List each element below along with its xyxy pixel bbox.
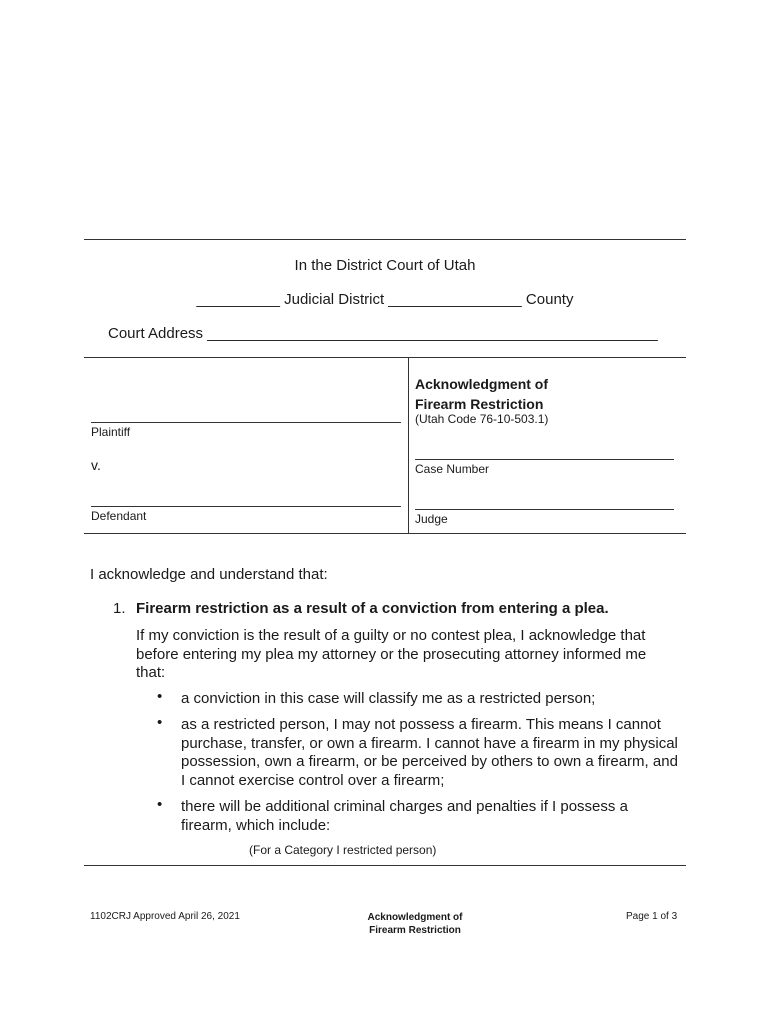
paragraph-line: that:	[136, 664, 166, 681]
plaintiff-label: Plaintiff	[91, 425, 131, 439]
bullet-item	[181, 798, 628, 835]
case-number-line	[415, 459, 674, 460]
judge-line	[415, 509, 674, 510]
parties-section	[84, 358, 409, 533]
bullet-item	[181, 690, 595, 709]
bullet-line: there will be additional criminal charges and penalties if I possess a	[181, 798, 628, 815]
bullet-dot: •	[157, 796, 163, 813]
form-title	[415, 374, 548, 414]
bullet-line: I cannot exercise control over a firearm;	[181, 771, 445, 789]
item-heading: Firearm restriction as a result of a conviction from entering a plea.	[136, 600, 609, 617]
statute-reference: (Utah Code 76-10-503.1)	[415, 412, 549, 426]
bullet-dot: •	[157, 714, 163, 731]
case-caption	[84, 358, 686, 533]
bullet-line: possession, own a firearm, or be perceived by others to own a firearm, and	[181, 753, 678, 770]
paragraph-line: before entering my plea my attorney or the prosecuting attorney informed me	[136, 645, 647, 663]
footer-rule	[84, 865, 686, 866]
paragraph-line: If my conviction is the result of a guilty or no contest plea, I acknowledge that	[136, 627, 646, 644]
caption-bottom-rule	[84, 533, 686, 534]
top-rule	[84, 239, 686, 240]
court-address-line: Court Address ______________________________________________________	[108, 325, 658, 342]
footer-page-number: Page 1 of 3	[626, 911, 678, 922]
defendant-label: Defendant	[91, 509, 147, 523]
form-title-line2: Firearm Restriction	[415, 396, 544, 412]
district-county-line: __________ Judicial District ________________ County	[196, 291, 574, 308]
footer-form-id: 1102CRJ Approved April 26, 2021	[90, 911, 240, 922]
footer-title	[320, 911, 510, 937]
item-number: 1.	[113, 600, 126, 617]
case-number-label: Case Number	[415, 462, 490, 476]
bullet-line: purchase, transfer, or own a firearm. I cannot have a firearm in my physical	[181, 734, 678, 752]
form-title-line1: Acknowledgment of	[415, 376, 549, 392]
footer-title-line1: Acknowledgment of	[367, 912, 463, 923]
bullet-line: a conviction in this case will classify me as a restricted person;	[181, 690, 596, 707]
bullet-line: as a restricted person, I may not possess a firearm. This means I cannot	[181, 716, 661, 733]
defendant-line	[91, 506, 401, 507]
bullet-item	[181, 716, 678, 790]
category-note: (For a Category I restricted person)	[249, 843, 437, 857]
bullet-line: firearm, which include:	[181, 816, 331, 834]
bullet-dot: •	[157, 688, 163, 705]
item-paragraph	[136, 627, 646, 683]
versus-label: v.	[91, 457, 101, 473]
judge-label: Judge	[415, 512, 448, 526]
footer-title-line2: Firearm Restriction	[369, 925, 461, 936]
plaintiff-line	[91, 422, 401, 423]
case-info-section	[409, 358, 686, 533]
intro-text: I acknowledge and understand that:	[90, 566, 328, 583]
court-name: In the District Court of Utah	[294, 257, 476, 274]
